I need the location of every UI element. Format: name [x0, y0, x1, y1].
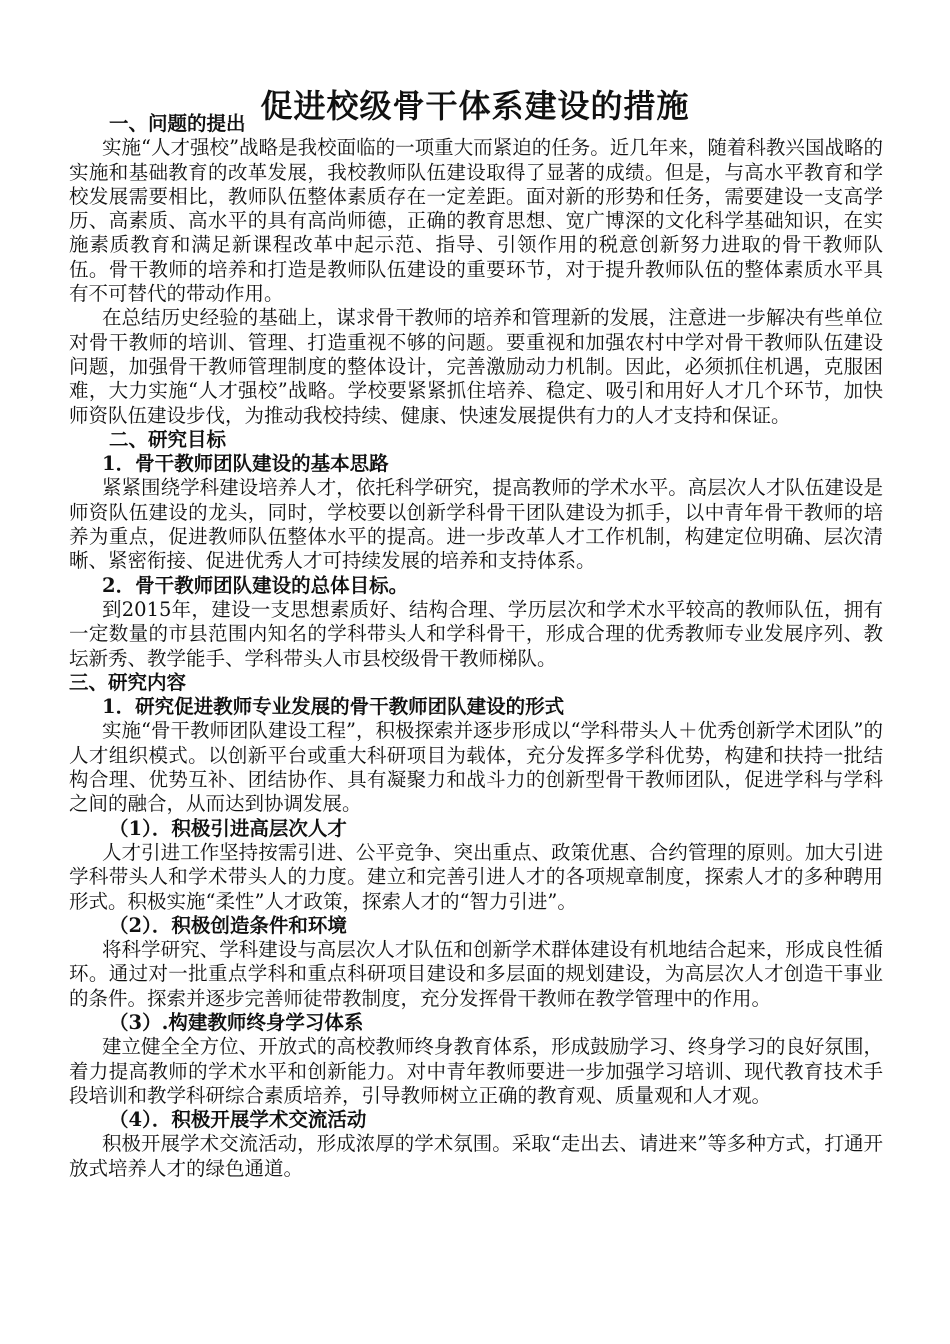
document-title: 促进校级骨干体系建设的措施	[260, 87, 690, 126]
subheading-academic-exchange: （4）．积极开展学术交流活动	[109, 1108, 367, 1132]
paragraph-problem-2: 在总结历史经验的基础上，谋求骨干教师的培养和管理新的发展，注意进一步解决有些单位对骨干教师的培训、管理、打造重视不够的问题。要重视和加强农村中学对骨干教师队伍建设问题，加强骨干教师管理制度的整体设计，完善激励动力机制。因此，必须抓住机遇，克服困难，大力实施“人才强校”战略。学校要紧紧抓住培养、稳定、吸引和用好人才几个环节，加快师资队伍建设步伐，为推动我校持续、健康、快速发展提供有力的人才支持和保证。	[69, 306, 883, 427]
section-heading-problem: 一、问题的提出	[109, 112, 246, 135]
paragraph-conditions: 将科学研究、学科建设与高层次人才队伍和创新学术群体建设有机地结合起来，形成良性循环。通过对一批重点学科和重点科研项目建设和多层面的规划建设，为高层次人才创造干事业的条件。探索并逐步完善师徒带教制度，充分发挥骨干教师在教学管理中的作用。	[69, 938, 883, 1010]
paragraph-academic-exchange: 积极开展学术交流活动，形成浓厚的学术氛围。采取“走出去、请进来”等多种方式，打通开放式培养人才的绿色通道。	[69, 1132, 883, 1180]
paragraph-problem-1: 实施“人才强校”战略是我校面临的一项重大而紧迫的任务。近几年来，随着科教兴国战略的实施和基础教育的改革发展，我校教师队伍建设取得了显著的成绩。但是，与高水平教育和学校发展需要相比，教师队伍整体素质存在一定差距。面对新的形势和任务，需要建设一支高学历、高素质、高水平的具有高尚师德，正确的教育思想、宽广博深的文化科学基础知识，在实施素质教育和满足新课程改革中起示范、指导、引领作用的税意创新努力进取的骨干教师队伍。骨干教师的培养和打造是教师队伍建设的重要环节，对于提升教师队伍的整体素质水平具有不可替代的带动作用。	[69, 136, 883, 306]
document-body	[69, 112, 883, 1181]
paragraph-team-form: 实施“骨干教师团队建设工程”，积极探索并逐步形成以“学科带头人＋优秀创新学术团队”的人才组织模式。以创新平台或重大科研项目为载体，充分发挥多学科优势，构建和扶持一批结构合理、优势互补、团结协作、具有凝聚力和战斗力的创新型骨干教师团队，促进学科与学科之间的融合，从而达到协调发展。	[69, 719, 883, 816]
subheading-basic-ideas: 1．骨干教师团队建设的基本思路	[102, 452, 389, 476]
section-heading-content: 三、研究内容	[69, 670, 187, 694]
paragraph-basic-ideas: 紧紧围绕学科建设培养人才，依托科学研究，提高教师的学术水平。高层次人才队伍建设是师资队伍建设的龙头，同时，学校要以创新学科骨干团队建设为抓手，以中青年骨干教师的培养为重点，促进教师队伍整体水平的提高。进一步改革人才工作机制，构建定位明确、层次清晰、紧密衔接、促进优秀人才可持续发展的培养和支持体系。	[69, 476, 883, 573]
subheading-overall-goal: 2．骨干教师团队建设的总体目标。	[102, 573, 409, 597]
paragraph-talent-introduction: 人才引进工作坚持按需引进、公平竞争、突出重点、政策优惠、合约管理的原则。加大引进学科带头人和学术带头人的力度。建立和完善引进人才的各项规章制度，探索人才的多种聘用形式。积极实施“柔性”人才政策，探索人才的“智力引进”。	[69, 840, 883, 913]
paragraph-lifelong-learning: 建立健全全方位、开放式的高校教师终身教育体系，形成鼓励学习、终身学习的良好氛围，着力提高教师的学术水平和创新能力。对中青年教师要进一步加强学习培训、现代教育技术手段培训和教学科研综合素质培养，引导教师树立正确的教育观、质量观和人才观。	[69, 1035, 883, 1107]
subheading-talent-introduction: （1）．积极引进高层次人才	[109, 816, 347, 840]
subheading-conditions: （2）．积极创造条件和环境	[109, 913, 347, 937]
subheading-lifelong-learning: （3）.构建教师终身学习体系	[109, 1010, 364, 1034]
subheading-team-form: 1．研究促进教师专业发展的骨干教师团队建设的形式	[102, 695, 565, 719]
paragraph-overall-goal: 到2015年，建设一支思想素质好、结构合理、学历层次和学术水平较高的教师队伍，拥有一定数量的市县范围内知名的学科带头人和学科骨干，形成合理的优秀教师专业发展序列、教坛新秀、教学能手、学科带头人市县校级骨干教师梯队。	[69, 597, 883, 670]
section-heading-goals: 二、研究目标	[109, 427, 227, 451]
